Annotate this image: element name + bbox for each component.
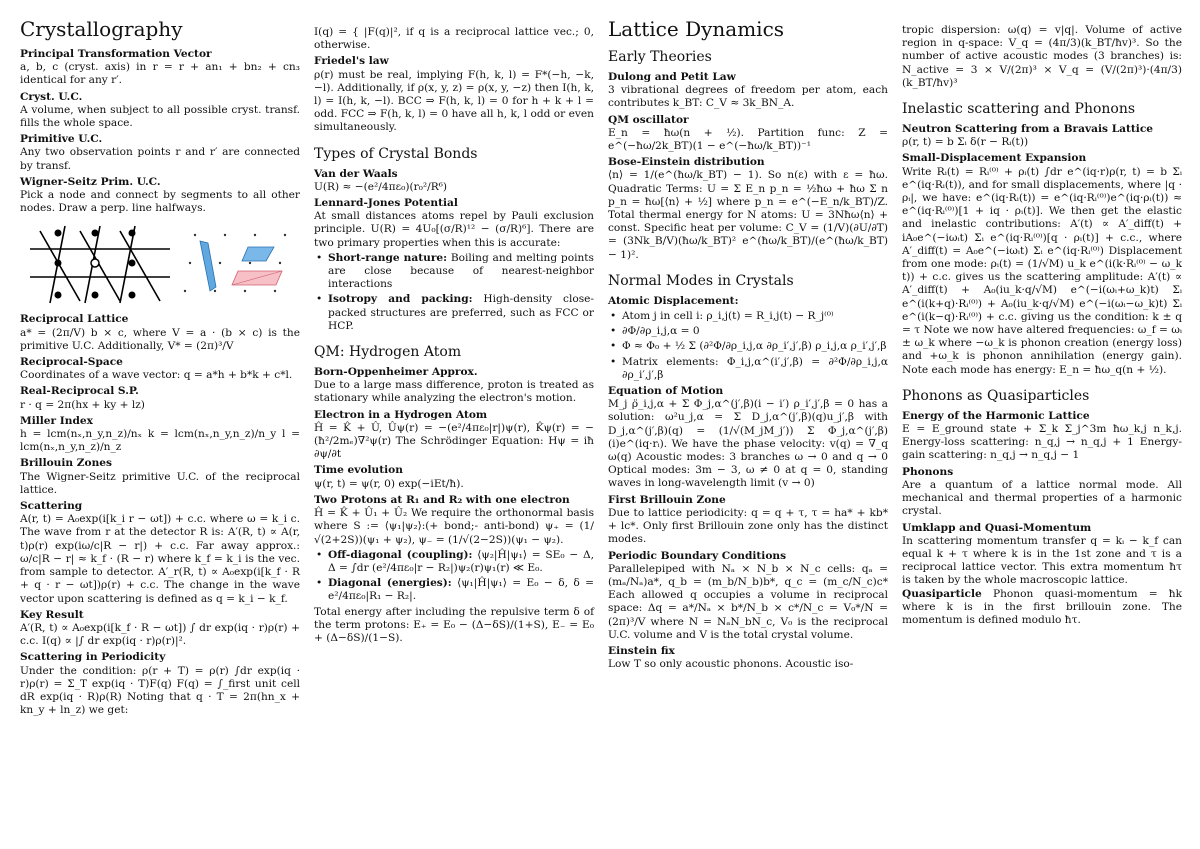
block-text: E_n = ħω(n + ½). Partition func: Z = e^(−ħω/2k_BT)(1 − e^(−ħω/k_BT))⁻¹	[608, 126, 888, 153]
block-text: Phonon quasi-momentum = ħk where k is in the first brillouin zone. The momentum is defined modulo ħτ.	[902, 587, 1182, 626]
block-text: h = lcm(nₓ,n_y,n_z)/nₓ k = lcm(nₓ,n_y,n_z)/n_y l = lcm(nₓ,n_y,n_z)/n_z	[20, 428, 300, 454]
block	[20, 313, 300, 353]
column-phonons	[902, 24, 1182, 627]
bullet-item	[314, 293, 594, 333]
wigner-seitz-diagram	[20, 221, 300, 307]
block-heading: Dulong and Petit Law	[608, 71, 736, 83]
bullet-label: Short-range nature:	[328, 251, 448, 264]
block-text: U(R) ≈ −(e²/4πε₀)(r₀²/R⁶)	[314, 180, 448, 193]
block	[20, 48, 300, 88]
subsection-title: Phonons as Quasiparticles	[902, 387, 1090, 404]
block-heading: Key Result	[20, 608, 84, 621]
block	[20, 609, 300, 649]
block-text: Parallelepiped with Nₐ × N_b × N_c cells: qₐ = (mₐ/Nₐ)a*, q_b = (m_b/N_b)b*, q_c = (m_c/N_c)c* Each allowed q occupies a volume in reciprocal space: Δq = a*/Nₐ × b*/N_b × c*/N_c = V₀*/N = (2π)³/V where N = NₐN_bN_c, V₀ is the reciprocal U.C. volume and V is the total crystal volume.	[608, 562, 888, 641]
block	[20, 651, 300, 717]
block-heading: Small-Displacement Expansion	[902, 152, 1087, 165]
block-text: ρ(r, t) = b Σᵢ δ(r − Rᵢ(t))	[902, 136, 1029, 149]
block-text: tropic dispersion: ω(q) = v|q|. Volume of active region in q-space: V_q = (4π/3)(k_BT/ħv)³. So the number of active acoustic modes (3 branches) is: N_active = 3 × V/(2π)³ × V_q = (V/(2π)³)·(4π/3)(k_BT/ħv)³	[902, 24, 1182, 89]
block-text: A volume, when subject to all possible cryst. transf. fills the whole space.	[20, 103, 300, 130]
subsection-title: Types of Crystal Bonds	[314, 145, 478, 162]
bullet-text: High-density close-packed structures are preferred, such as FCC or HCP.	[328, 293, 595, 332]
block-heading: Phonons	[902, 465, 954, 478]
block-heading: Umklapp and Quasi-Momentum	[902, 521, 1092, 534]
block-heading: Quasiparticle	[902, 587, 982, 600]
block-text: Due to lattice periodicity: q = q + τ, τ = ha* + kb* + lc*. Only first Brillouin zone only has the distinct modes.	[608, 506, 888, 546]
block-heading: Bose-Einstein distribution	[608, 156, 765, 169]
section-title: Lattice Dynamics	[608, 17, 785, 41]
block-heading: Atomic Displacement:	[608, 294, 739, 307]
block-heading: Scattering in Periodicity	[20, 651, 166, 664]
block-text: ⟨n⟩ = 1/(e^(ħω/k_BT) − 1). So n(ε) with ε = ħω. Quadratic Terms: U = Σ E_n p_n = ½ħω + ħω Σ n p_n = ħω[⟨n⟩ + ½] where p_n = e^(−E_n/k_BT)/Z. Total thermal energy for N atoms: U = 3Nħω⟨n⟩ + const. Specific heat per volume: C_V = (1/V)(∂U/∂T) = (3Nk_B/V)(ħω/k_BT)² e^(ħω/k_BT)/(e^(ħω/k_BT) − 1)².	[608, 169, 888, 261]
subsection-title: QM: Hydrogen Atom	[314, 344, 462, 361]
block-heading: Reciprocal Lattice	[20, 313, 129, 326]
intensity-formula: I(q) = { |F(q)|², if q is a reciprocal lattice vec.; 0, otherwise.	[314, 26, 594, 52]
block-heading: Neutron Scattering from a Bravais Lattice	[902, 123, 1154, 136]
block-text: M_j ρ̈_i,j,α + Σ Φ_j,α^(j′,β)(i − i′) ρ_i′,j′,β = 0 has a solution: ω²u_j,α = Σ D_j,α^(j′,β)(q)u_j′,β with D_j,α^(j′,β)(q) = (1/√(M_jM_j′)) Σ Φ_j,α^(j′,β)(i)e^(iq·rᵢ). We have the phase velocity: v(q) = ∇_q ω(q) Acoustic modes: 3 branches ω → 0 and q → 0 Optical modes: 3m − 3, ω ≠ 0 at q = 0, standing waves in long-wavelength limit (v → 0)	[608, 398, 888, 490]
block	[20, 385, 300, 411]
block-text: Write Rᵢ(t) = Rᵢ⁽⁰⁾ + ρᵢ(t) ∫dr e^(iq·r)ρ(r, t) = b Σᵢ e^(iq·Rᵢ(t)), and for small displacements, where |q · ρᵢ|, we have: e^(iq·Rᵢ(t)) = e^(iq·Rᵢ⁽⁰⁾)e^(iq·ρᵢ(t)) ≈ e^(iq·Rᵢ⁽⁰⁾)[1 + iq · ρᵢ(t)]. We then get the elastic and inelastic contributions: A′(t) ∝ A′_diff(t) + iA₀e^(−iωᵢt) Σᵢ e^(iq·Rᵢ⁽⁰⁾)[q · ρᵢ(t)] + c.c., where A′_diff(t) = A₀e^(−iωᵢt) Σᵢ e^(iq·Rᵢ⁽⁰⁾) Displacement from one mode: ρᵢ(t) = (1/√M) u_k e^(i(k·Rᵢ⁽⁰⁾ − ω_k t)) + c.c. gives us the scattering amplitude: A′(t) ∝ A′_diff(t) + A₀(iu_k·q/√M) e^(−i(ωᵢ+ω_k)t) Σᵢ e^(i(k+q)·Rᵢ⁽⁰⁾) + A₀(iu_k·q/√M) e^(−i(ωᵢ−ω_k)t) Σᵢ e^(i(k−q)·Rᵢ⁽⁰⁾) + c.c. giving us the condition: k ± q = τ Note we now have altered frequencies: ω_f = ωᵢ ± ω_k where −ω_k is phonon creation (energy loss) and +ω_k is phonon annihilation (energy gain). Note each mode has energy: E_n = ħω_q(n + ½).	[902, 165, 1182, 376]
bullet-item	[314, 549, 594, 575]
block-text: Ĥ = K̂ + Û, Ûψ(r) = −(e²/4πε₀|r|)ψ(r), K̂ψ(r) = −(ħ²/2mₑ)∇²ψ(r) The Schrödinger Equation: Hψ = iħ ∂ψ/∂t	[314, 421, 594, 461]
block-heading: Periodic Boundary Conditions	[608, 549, 787, 562]
block	[20, 91, 300, 131]
block-text: ρ(r) must be real, implying F(h, k, l) = F*(−h, −k, −l). Additionally, if ρ(x, y, z) = ρ(x, y, −z) then I(h, k, l) = I(h, k, −l). BCC ⇒ F(h, k, l) = 0 for h + k + l = odd. FCC ⇒ F(h, k, l) = 0 have all h, k, l odd or even simultaneously.	[314, 68, 594, 134]
block-heading: Two Protons at R₁ and R₂ with one electron	[314, 493, 570, 506]
block-text: Are a quantum of a lattice normal mode. All mechanical and thermal properties of a harmonic crystal.	[902, 478, 1182, 518]
block-text: Ĥ = K̂ + Û₁ + Û₂ We require the orthonormal basis where S := ⟨ψ₁|ψ₂⟩:(+ bond;- anti-bond) ψ₊ = (1/√(2+2S))(ψ₁ + ψ₂), ψ₋ = (1/√(2−2S))(ψ₁ − ψ₂).	[314, 507, 594, 546]
bullet-label: Isotropy and packing:	[328, 293, 473, 306]
bullet-text: ⟨ψ₂|Ĥ|ψ₁⟩ = SE₀ − Δ, Δ = ∫dr (e²/4πε₀|r − R₂|)ψ₂(r)ψ₁(r) ≪ E₀.	[328, 548, 595, 574]
bullet-label: Off-diagonal (coupling):	[328, 548, 473, 561]
bullet-item	[314, 577, 594, 603]
block-text: At small distances atoms repel by Pauli exclusion principle. U(R) = 4U₀[(σ/R)¹² − (σ/R)⁶]. There are two primary properties when this is accurate:	[314, 210, 594, 249]
block-text: a* = (2π/V) b × c, where V = a · (b × c) is the primitive U.C. Additionally, V* = (2π)³/V	[20, 326, 300, 352]
block-heading: Primitive U.C.	[20, 133, 103, 146]
block-heading: Electron in a Hydrogen Atom	[314, 408, 488, 421]
block-heading: Time evolution	[314, 464, 403, 477]
block-text: A′(R, t) ∝ A₀exp(i[k_f · R − ωt]) ∫ dr exp(iq · r)ρ(r) + c.c. I(q) ∝ |∫ dr exp(iq · r)ρ(r)|².	[20, 621, 300, 648]
block-heading: Friedel's law	[314, 55, 389, 68]
block-heading: Equation of Motion	[608, 385, 724, 398]
column-bonds-qm	[314, 26, 594, 645]
block-text: A(r, t) = A₀exp(i[k_i r − ωt]) + c.c. where ω = k_i c. The wave from r at the detector R is: A′(R, t) ∝ A(r, t)ρ(r) exp(iω/c|R − r|) + c.c. Far away approx.: ω/c|R − r| ≈ k_f · (R − r) where k_f = k_i is the vec. from sample to detector. A′_r(R, t) ∝ A₀exp(i[k_f · R + q · r − ωt])ρ(r) + c.c. The change in the wave vector upon scattering is defined as q = k_i − k_f.	[20, 513, 300, 605]
block-heading: Miller Index	[20, 414, 93, 427]
block-heading: Cryst. U.C.	[20, 90, 83, 103]
block-text: In scattering momentum transfer q = kᵢ − k_f can equal k + τ where k is in the 1st zone and τ is a reciprocal lattice vector. This extra momentum ħτ is taken by the whole macroscopic lattice.	[902, 534, 1182, 587]
subsection-title: Normal Modes in Crystals	[608, 272, 794, 289]
block	[20, 356, 300, 382]
column-crystallography	[20, 14, 300, 717]
block	[20, 415, 300, 455]
block	[20, 176, 300, 216]
block-heading: Scattering	[20, 500, 83, 513]
block-text: The Wigner-Seitz primitive U.C. of the reciprocal lattice.	[20, 470, 300, 496]
block-text: Low T so only acoustic phonons. Acoustic iso-	[608, 658, 854, 671]
quasiparticle-block	[902, 588, 1182, 628]
bullet-item	[314, 252, 594, 292]
block-heading: Real-Reciprocal S.P.	[20, 385, 139, 398]
bullet-item: • Atom j in cell i: ρ_i,j(t) = R_i,j(t) − R_j⁽⁰⁾	[608, 310, 888, 323]
block-text: Any two observation points r and r′ are connected by transf.	[20, 146, 300, 172]
block-heading: Born-Oppenheimer Approx.	[314, 366, 478, 379]
bullet-item: • ∂Φ/∂ρ_i,j,α = 0	[608, 325, 888, 338]
block-text: Due to a large mass difference, proton is treated as stationary while analyzing the electron's motion.	[314, 379, 594, 405]
block-text: Under the condition: ρ(r + T) = ρ(r) ∫dr exp(iq · r)ρ(r) = Σ_T exp(iq · T)F(q) F(q) = ∫_first unit cell dR exp(iq · R)ρ(R) Noting that q · T = 2π(hn_x + kn_y + ln_z) we get:	[20, 664, 300, 717]
block	[20, 500, 300, 606]
block	[20, 457, 300, 497]
block-heading: Lennard-Jones Potential	[314, 197, 458, 210]
block-heading: First Brillouin Zone	[608, 493, 726, 506]
block-heading: Einstein fix	[608, 644, 675, 657]
subsection-title: Early Theories	[608, 49, 712, 65]
block-heading: QM oscillator	[608, 113, 689, 126]
block-text: r · q = 2π(hx + ky + lz)	[20, 398, 145, 411]
subsection-title: Inelastic scattering and Phonons	[902, 101, 1136, 118]
bullet-item: • Matrix elements: Φ_i,j,α^(i′,j′,β) = ∂²Φ/∂ρ_i,j,α ∂ρ_i′,j′,β	[608, 356, 888, 382]
block-text: 3 vibrational degrees of freedom per atom, each contributes k_BT: C_V ≈ 3k_BN_A.	[608, 84, 888, 110]
section-title: Crystallography	[20, 17, 183, 41]
block-text: Pick a node and connect by segments to all other nodes. Draw a perp. line halfways.	[20, 189, 300, 215]
bullet-item: • Φ ≈ Φ₀ + ½ Σ (∂²Φ/∂ρ_i,j,α ∂ρ_i′,j′,β) ρ_i,j,α ρ_i′,j′,β	[608, 340, 888, 353]
column-lattice-dynamics	[608, 14, 888, 671]
block-text: Coordinates of a wave vector: q = a*h + b*k + c*l.	[20, 369, 293, 382]
block-text: Total energy after including the repulsive term δ of the term protons: E₊ = E₀ − (Δ−δS)/(1+S), E₋ = E₀ + (Δ−δS)/(1−S).	[314, 605, 594, 644]
block-heading: Brillouin Zones	[20, 457, 112, 470]
block-heading: Van der Waals	[314, 167, 398, 180]
block-heading: Reciprocal-Space	[20, 356, 123, 369]
bullet-label: Diagonal (energies):	[328, 577, 452, 590]
block-text: E = E_ground state + Σ_k Σ_j^3m ħω_k,j n_k,j. Energy-loss scattering: n_q,j → n_q,j + 1 Energy-gain scattering: n_q,j → n_q,j − 1	[902, 423, 1182, 462]
bullet-text: Boiling and melting points are close because of nearest-neighbor interactions	[328, 251, 594, 291]
block-heading: Wigner-Seitz Prim. U.C.	[20, 175, 161, 188]
block-heading: Principal Transformation Vector	[20, 48, 212, 60]
block-heading: Energy of the Harmonic Lattice	[902, 409, 1090, 422]
block	[20, 133, 300, 173]
block-text: a, b, c (cryst. axis) in r = r + an₁ + bn₂ + cn₃ identical for any r′.	[20, 61, 300, 87]
block-text: ψ(r, t) = ψ(r, 0) exp(−iEt/ħ).	[314, 477, 464, 490]
lattice-figure	[20, 221, 300, 307]
bullet-text: ⟨ψ₁|Ĥ|ψ₁⟩ = E₀ − δ, δ = e²/4πε₀|R₁ − R₂|.	[328, 577, 594, 603]
